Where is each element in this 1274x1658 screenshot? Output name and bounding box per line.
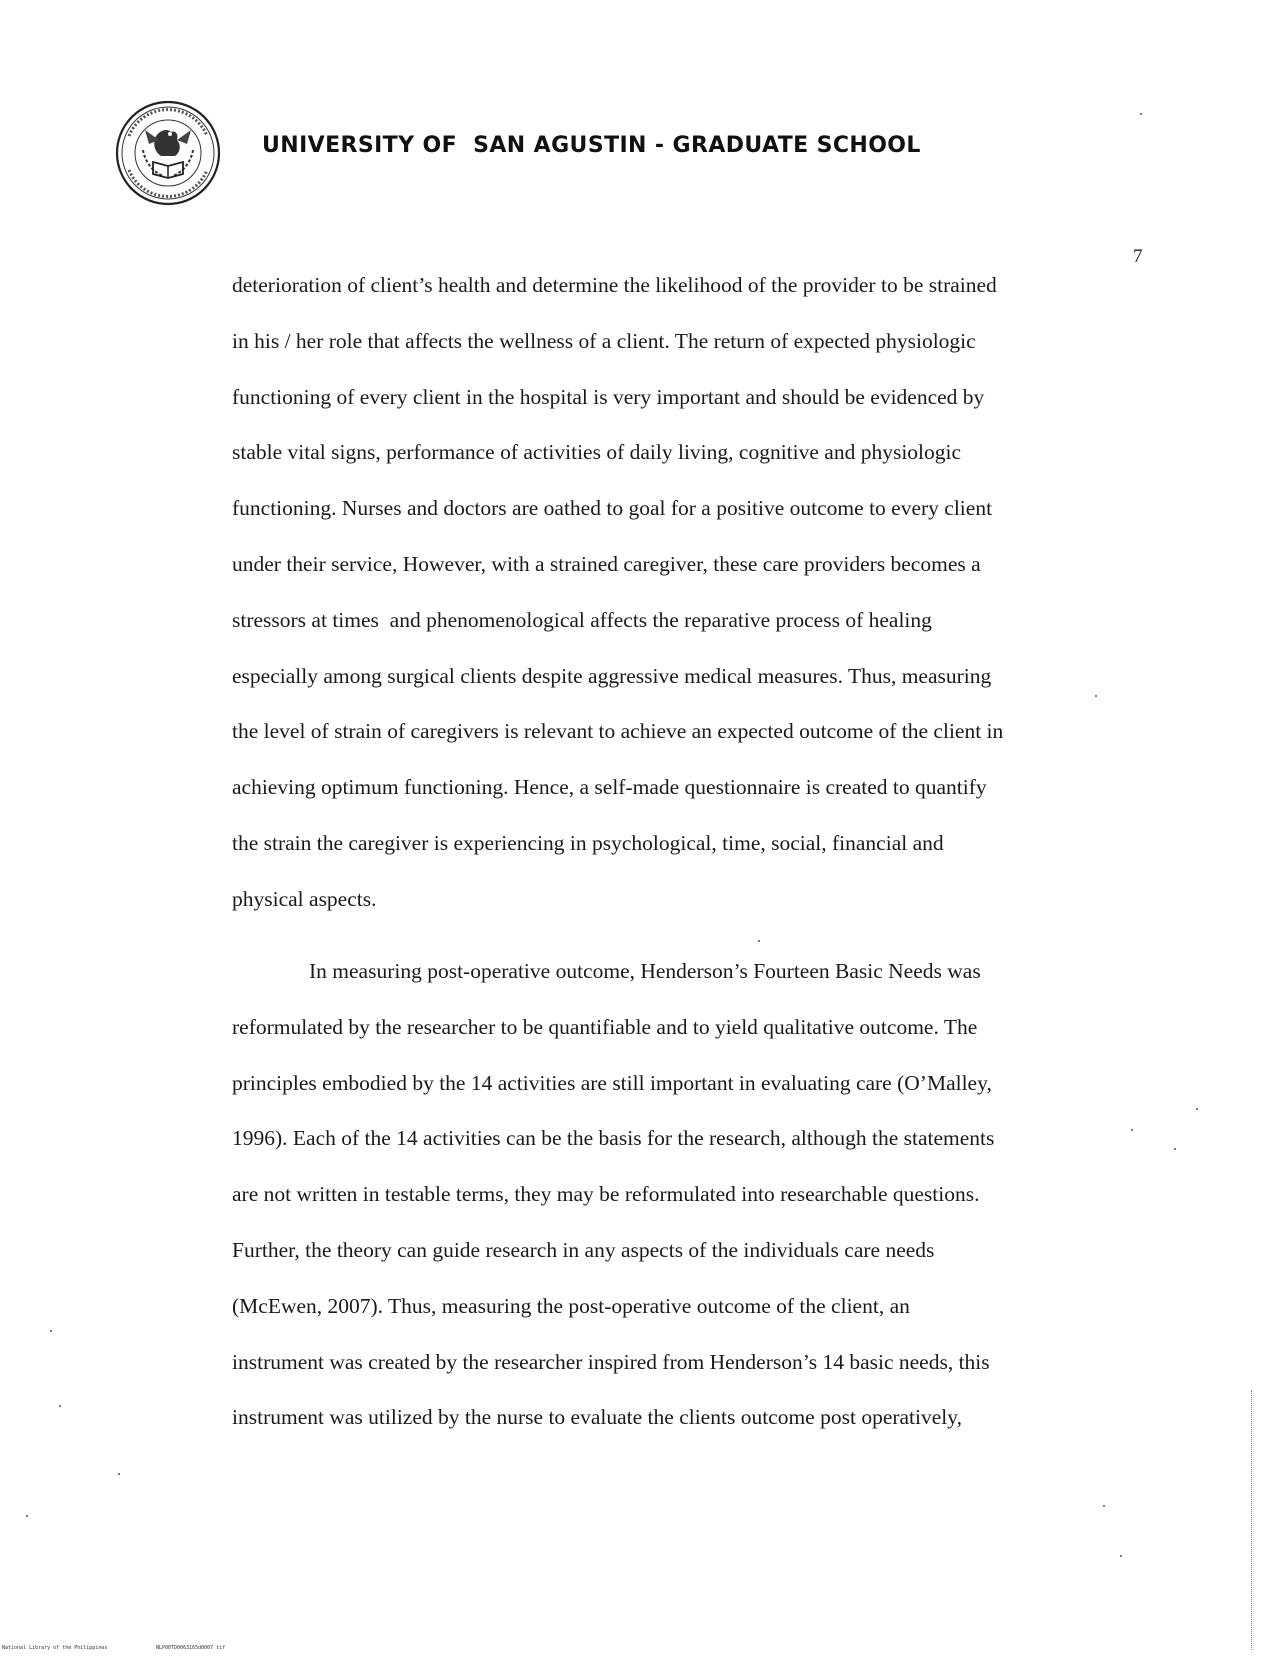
text-line: in his / her role that affects the wellness of a client. The return of expected physiologic	[232, 328, 976, 353]
text-line: reformulated by the researcher to be quantifiable and to yield qualitative outcome. The	[232, 1014, 978, 1039]
scan-speck	[758, 940, 760, 942]
text-line: stable vital signs, performance of activities of daily living, cognitive and physiologic	[232, 440, 962, 465]
paragraph-2	[232, 956, 1137, 1458]
text-line: especially among surgical clients despite aggressive medical measures. Thus, measuring	[232, 663, 992, 688]
text-line: (McEwen, 2007). Thus, measuring the post-operative outcome of the client, an	[232, 1293, 910, 1318]
text-line: instrument was created by the researcher inspired from Henderson’s 14 basic needs, this	[232, 1349, 990, 1374]
page-number: 7	[1133, 246, 1143, 267]
library-stamp: National Library of the Philippines	[2, 1645, 108, 1651]
text-line: deterioration of client’s health and determine the likelihood of the provider to be strained	[232, 273, 997, 297]
text-line: are not written in testable terms, they may be reformulated into researchable questions.	[232, 1182, 980, 1207]
text-line: 1996). Each of the 14 activities can be the basis for the research, although the statements	[232, 1126, 995, 1151]
scan-edge-marks	[1251, 1390, 1253, 1650]
text-line: stressors at times and phenomenological affects the reparative process of healing	[232, 607, 932, 632]
scan-speck	[1103, 1505, 1105, 1507]
scan-speck	[1140, 113, 1142, 115]
scan-speck	[59, 1405, 61, 1407]
text-line: principles embodied by the 14 activities are still important in evaluating care (O’Malley,	[232, 1070, 992, 1095]
scan-speck	[1095, 695, 1097, 697]
paragraph-1	[232, 270, 1137, 940]
text-line: under their service, However, with a strained caregiver, these care providers becomes a	[232, 551, 981, 576]
text-line: functioning of every client in the hospital is very important and should be evidenced by	[232, 384, 985, 409]
scan-speck	[26, 1515, 28, 1517]
scan-code: NLP00TD0063165d0007 tif	[156, 1645, 226, 1651]
scan-speck	[1196, 1108, 1198, 1110]
university-seal-icon	[115, 100, 221, 206]
text-line: physical aspects.	[232, 886, 377, 911]
text-line: Further, the theory can guide research in any aspects of the individuals care needs	[232, 1237, 935, 1262]
institution-header: UNIVERSITY OF SAN AGUSTIN - GRADUATE SCHOOL	[262, 133, 921, 158]
text-line: In measuring post-operative outcome, Henderson’s Fourteen Basic Needs was	[309, 959, 981, 983]
text-line: the level of strain of caregivers is relevant to achieve an expected outcome of the client in	[232, 719, 1004, 744]
text-line: the strain the caregiver is experiencing in psychological, time, social, financial and	[232, 830, 944, 855]
text-line: functioning. Nurses and doctors are oathed to goal for a positive outcome to every client	[232, 496, 993, 521]
scan-speck	[1120, 1555, 1122, 1557]
scan-speck	[1174, 1148, 1176, 1150]
scan-speck	[50, 1330, 52, 1332]
text-line: achieving optimum functioning. Hence, a self-made questionnaire is created to quantify	[232, 775, 987, 800]
scan-speck	[1131, 1129, 1133, 1131]
text-line: instrument was utilized by the nurse to evaluate the clients outcome post operatively,	[232, 1405, 963, 1430]
scan-speck	[118, 1473, 120, 1475]
